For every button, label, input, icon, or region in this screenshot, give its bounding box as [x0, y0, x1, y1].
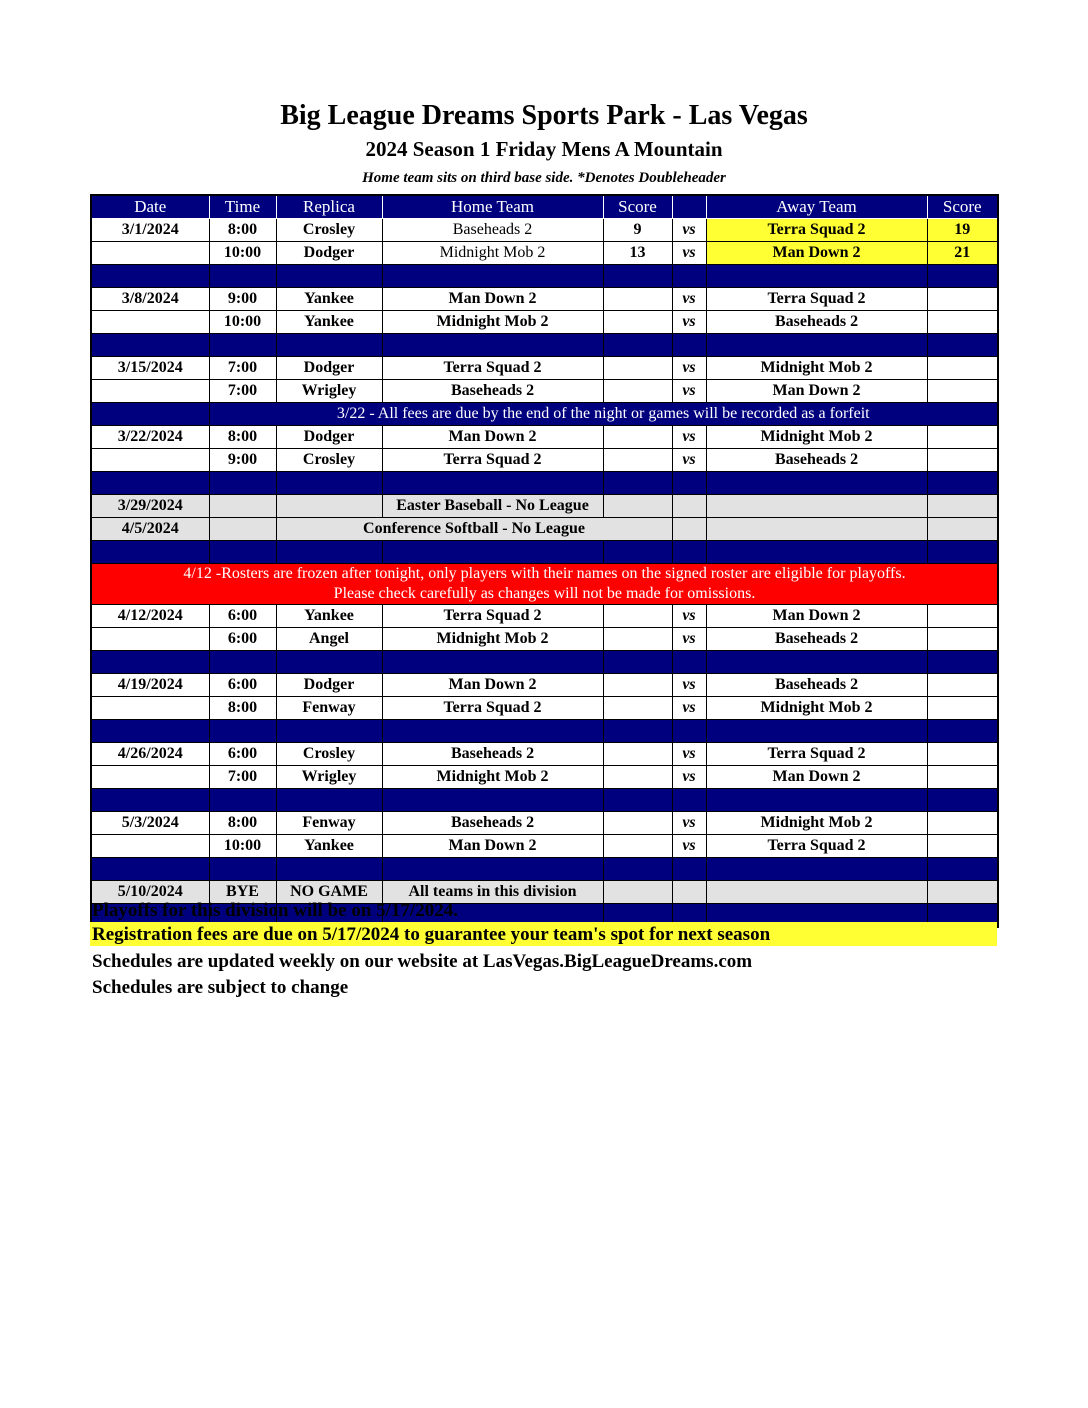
- home-team: Baseheads 2: [382, 380, 603, 403]
- table-row: [91, 858, 998, 881]
- blank-cell: [706, 720, 927, 743]
- blank-cell: [603, 720, 672, 743]
- bye-label: BYE: [209, 881, 276, 904]
- blank-cell: [603, 472, 672, 495]
- table-row: [91, 380, 998, 403]
- table-row: [91, 835, 998, 858]
- blank-cell: [382, 651, 603, 674]
- table-row: [91, 311, 998, 334]
- blank-cell: [91, 265, 209, 288]
- away-team: Man Down 2: [706, 766, 927, 789]
- schedule-table: [90, 194, 999, 928]
- away-score: [927, 835, 998, 858]
- game-date: 4/12/2024: [91, 605, 209, 628]
- home-score: 13: [603, 242, 672, 265]
- home-score: [603, 380, 672, 403]
- game-time: 8:00: [209, 697, 276, 720]
- home-score: [603, 426, 672, 449]
- blank-cell: [603, 651, 672, 674]
- blank-cell: [91, 541, 209, 564]
- home-team: Man Down 2: [382, 288, 603, 311]
- game-time: 8:00: [209, 426, 276, 449]
- game-date: 3/8/2024: [91, 288, 209, 311]
- vs-label: vs: [672, 628, 706, 651]
- blank-cell: [603, 334, 672, 357]
- blank-cell: [603, 858, 672, 881]
- blank-cell: [276, 541, 382, 564]
- away-team: Midnight Mob 2: [706, 812, 927, 835]
- vs-label: vs: [672, 311, 706, 334]
- game-date: 5/10/2024: [91, 881, 209, 904]
- home-team: Midnight Mob 2: [382, 628, 603, 651]
- col-away-team: Away Team: [706, 195, 927, 219]
- blank-cell: [382, 789, 603, 812]
- vs-label: vs: [672, 674, 706, 697]
- vs-label: vs: [672, 743, 706, 766]
- blank-cell: [706, 472, 927, 495]
- home-team: Man Down 2: [382, 426, 603, 449]
- blank-cell: [209, 472, 276, 495]
- table-row: [91, 357, 998, 380]
- blank-cell: [91, 651, 209, 674]
- table-row: [91, 564, 998, 605]
- away-team: Baseheads 2: [706, 449, 927, 472]
- home-team: Terra Squad 2: [382, 449, 603, 472]
- field-name: Fenway: [276, 812, 382, 835]
- blank-cell: [672, 472, 706, 495]
- change-note: Schedules are subject to change: [92, 977, 349, 998]
- table-row: [91, 674, 998, 697]
- home-score: 9: [603, 219, 672, 242]
- blank-cell: [927, 720, 998, 743]
- field-name: Yankee: [276, 311, 382, 334]
- vs-label: vs: [672, 449, 706, 472]
- home-score: [603, 835, 672, 858]
- home-score: [603, 357, 672, 380]
- blank-cell: [209, 334, 276, 357]
- bye-note: All teams in this division: [382, 881, 603, 904]
- away-team: Baseheads 2: [706, 311, 927, 334]
- field-name: Dodger: [276, 426, 382, 449]
- away-score: [927, 743, 998, 766]
- away-team: Man Down 2: [706, 242, 927, 265]
- game-date: [91, 380, 209, 403]
- game-date: [91, 242, 209, 265]
- blank-cell: [706, 265, 927, 288]
- table-header-row: [91, 195, 998, 219]
- home-team: Terra Squad 2: [382, 357, 603, 380]
- blank-cell: [927, 651, 998, 674]
- blank-cell: [672, 651, 706, 674]
- away-team: Baseheads 2: [706, 674, 927, 697]
- col-away-score: Score: [927, 195, 998, 219]
- blank-cell: [706, 334, 927, 357]
- field-name: Yankee: [276, 288, 382, 311]
- game-time: 10:00: [209, 242, 276, 265]
- field-name: Fenway: [276, 697, 382, 720]
- game-date: [91, 628, 209, 651]
- field-name: Dodger: [276, 357, 382, 380]
- away-team: Terra Squad 2: [706, 219, 927, 242]
- field-name: Yankee: [276, 605, 382, 628]
- vs-label: vs: [672, 219, 706, 242]
- blank-cell: [91, 720, 209, 743]
- away-score: [927, 380, 998, 403]
- blank-cell: [672, 541, 706, 564]
- home-team: Baseheads 2: [382, 743, 603, 766]
- vs-label: vs: [672, 357, 706, 380]
- game-date: [91, 835, 209, 858]
- blank-cell: [927, 472, 998, 495]
- game-time: 7:00: [209, 380, 276, 403]
- roster-alert-line1: 4/12 -Rosters are frozen after tonight, only players with their names on the signed roster are eligible for playoffs.: [183, 565, 906, 582]
- empty-cell: [672, 881, 706, 904]
- empty-cell: [706, 881, 927, 904]
- blank-cell: [382, 720, 603, 743]
- vs-label: vs: [672, 697, 706, 720]
- game-time: 6:00: [209, 743, 276, 766]
- table-row: [91, 743, 998, 766]
- away-score: [927, 288, 998, 311]
- away-score: [927, 674, 998, 697]
- field-name: Crosley: [276, 219, 382, 242]
- blank-cell: [91, 334, 209, 357]
- home-score: [603, 697, 672, 720]
- away-team: Midnight Mob 2: [706, 357, 927, 380]
- home-score: [603, 766, 672, 789]
- empty-cell: [276, 495, 382, 518]
- field-name: Crosley: [276, 743, 382, 766]
- blank-cell: [276, 334, 382, 357]
- field-name: Wrigley: [276, 380, 382, 403]
- away-score: [927, 357, 998, 380]
- home-score: [603, 449, 672, 472]
- game-date: 3/1/2024: [91, 219, 209, 242]
- blank-cell: [91, 789, 209, 812]
- table-row: [91, 605, 998, 628]
- table-row: [91, 789, 998, 812]
- table-row: [91, 472, 998, 495]
- empty-cell: [927, 518, 998, 541]
- table-row: [91, 495, 998, 518]
- table-row: [91, 697, 998, 720]
- game-date: [91, 697, 209, 720]
- blank-cell: [706, 858, 927, 881]
- blank-cell: [382, 265, 603, 288]
- game-date: [91, 311, 209, 334]
- game-date: 3/15/2024: [91, 357, 209, 380]
- game-date: 5/3/2024: [91, 812, 209, 835]
- vs-label: vs: [672, 605, 706, 628]
- blank-cell: [91, 403, 209, 426]
- table-row: [91, 812, 998, 835]
- table-row: [91, 720, 998, 743]
- roster-alert: [91, 564, 998, 605]
- home-score: [603, 628, 672, 651]
- field-name: Wrigley: [276, 766, 382, 789]
- blank-cell: [209, 858, 276, 881]
- home-team: Midnight Mob 2: [382, 242, 603, 265]
- col-vs: [672, 195, 706, 219]
- vs-label: vs: [672, 812, 706, 835]
- blank-cell: [382, 334, 603, 357]
- game-date: 3/22/2024: [91, 426, 209, 449]
- home-score: [603, 812, 672, 835]
- blank-cell: [927, 858, 998, 881]
- field-name: Yankee: [276, 835, 382, 858]
- home-team: Baseheads 2: [382, 219, 603, 242]
- table-row: [91, 541, 998, 564]
- vs-label: vs: [672, 380, 706, 403]
- away-team: Man Down 2: [706, 605, 927, 628]
- no-league-note: Easter Baseball - No League: [382, 495, 603, 518]
- empty-cell: [706, 518, 927, 541]
- home-team: Midnight Mob 2: [382, 766, 603, 789]
- blank-cell: [382, 858, 603, 881]
- away-team: Terra Squad 2: [706, 835, 927, 858]
- game-date: 4/5/2024: [91, 518, 209, 541]
- empty-cell: [603, 495, 672, 518]
- home-score: [603, 288, 672, 311]
- blank-cell: [276, 472, 382, 495]
- roster-alert-line2: Please check carefully as changes will not be made for omissions.: [333, 585, 756, 602]
- col-date: Date: [91, 195, 209, 219]
- col-home-team: Home Team: [382, 195, 603, 219]
- vs-label: vs: [672, 242, 706, 265]
- blank-cell: [382, 541, 603, 564]
- home-team: Terra Squad 2: [382, 697, 603, 720]
- blank-cell: [603, 265, 672, 288]
- blank-cell: [603, 541, 672, 564]
- away-score: [927, 311, 998, 334]
- fees-notice: 3/22 - All fees are due by the end of the night or games will be recorded as a forfeit: [209, 403, 998, 426]
- blank-cell: [209, 720, 276, 743]
- away-score: [927, 697, 998, 720]
- blank-cell: [209, 541, 276, 564]
- vs-label: vs: [672, 288, 706, 311]
- home-team: Man Down 2: [382, 835, 603, 858]
- col-time: Time: [209, 195, 276, 219]
- home-score: [603, 311, 672, 334]
- table-row: [91, 518, 998, 541]
- table-row: [91, 449, 998, 472]
- home-team: Midnight Mob 2: [382, 311, 603, 334]
- schedule-note: Home team sits on third base side. *Denotes Doubleheader: [362, 170, 726, 186]
- table-row: [91, 288, 998, 311]
- blank-cell: [927, 789, 998, 812]
- blank-cell: [706, 789, 927, 812]
- away-score: 19: [927, 219, 998, 242]
- away-score: [927, 628, 998, 651]
- page-subtitle: 2024 Season 1 Friday Mens A Mountain: [365, 137, 723, 161]
- game-date: 4/19/2024: [91, 674, 209, 697]
- away-team: Baseheads 2: [706, 628, 927, 651]
- blank-cell: [672, 858, 706, 881]
- game-date: 4/26/2024: [91, 743, 209, 766]
- game-date: [91, 449, 209, 472]
- field-name: Crosley: [276, 449, 382, 472]
- table-row: [91, 403, 998, 426]
- away-team: Midnight Mob 2: [706, 697, 927, 720]
- empty-cell: [209, 495, 276, 518]
- away-team: Man Down 2: [706, 380, 927, 403]
- table-row: [91, 219, 998, 242]
- no-game-label: NO GAME: [276, 881, 382, 904]
- col-home-score: Score: [603, 195, 672, 219]
- table-row: [91, 628, 998, 651]
- game-time: 10:00: [209, 835, 276, 858]
- empty-cell: [927, 881, 998, 904]
- game-time: 10:00: [209, 311, 276, 334]
- blank-cell: [91, 472, 209, 495]
- empty-cell: [603, 881, 672, 904]
- no-league-note: Conference Softball - No League: [276, 518, 672, 541]
- away-score: [927, 766, 998, 789]
- blank-cell: [276, 720, 382, 743]
- vs-label: vs: [672, 766, 706, 789]
- away-team: Midnight Mob 2: [706, 426, 927, 449]
- table-row: [91, 766, 998, 789]
- blank-cell: [276, 651, 382, 674]
- blank-cell: [672, 334, 706, 357]
- blank-cell: [927, 541, 998, 564]
- vs-label: vs: [672, 426, 706, 449]
- blank-cell: [209, 651, 276, 674]
- game-time: 7:00: [209, 357, 276, 380]
- blank-cell: [209, 265, 276, 288]
- game-date: 3/29/2024: [91, 495, 209, 518]
- empty-cell: [672, 495, 706, 518]
- table-row: [91, 242, 998, 265]
- blank-cell: [91, 858, 209, 881]
- game-time: 9:00: [209, 288, 276, 311]
- registration-note: Registration fees are due on 5/17/2024 to guarantee your team's spot for next season: [90, 922, 997, 946]
- home-team: Terra Squad 2: [382, 605, 603, 628]
- blank-cell: [706, 651, 927, 674]
- playoffs-note: Playoffs for this division will be on 5/17/2024.: [92, 900, 458, 921]
- field-name: Dodger: [276, 242, 382, 265]
- game-time: 6:00: [209, 674, 276, 697]
- table-row: [91, 265, 998, 288]
- game-time: 7:00: [209, 766, 276, 789]
- col-replica: Replica: [276, 195, 382, 219]
- game-time: 6:00: [209, 605, 276, 628]
- field-name: Dodger: [276, 674, 382, 697]
- home-score: [603, 605, 672, 628]
- home-score: [603, 743, 672, 766]
- blank-cell: [672, 265, 706, 288]
- blank-cell: [276, 789, 382, 812]
- away-team: Terra Squad 2: [706, 288, 927, 311]
- home-team: Man Down 2: [382, 674, 603, 697]
- blank-cell: [706, 541, 927, 564]
- blank-cell: [927, 265, 998, 288]
- blank-cell: [672, 789, 706, 812]
- game-time: 9:00: [209, 449, 276, 472]
- home-score: [603, 674, 672, 697]
- table-row: [91, 334, 998, 357]
- home-team: Baseheads 2: [382, 812, 603, 835]
- empty-cell: [927, 495, 998, 518]
- away-score: [927, 449, 998, 472]
- away-score: [927, 426, 998, 449]
- vs-label: vs: [672, 835, 706, 858]
- table-row: [91, 651, 998, 674]
- game-date: [91, 766, 209, 789]
- empty-cell: [706, 495, 927, 518]
- table-row: [91, 426, 998, 449]
- away-score: 21: [927, 242, 998, 265]
- website-note: Schedules are updated weekly on our website at LasVegas.BigLeagueDreams.com: [92, 951, 753, 972]
- blank-cell: [382, 472, 603, 495]
- field-name: Angel: [276, 628, 382, 651]
- blank-cell: [927, 334, 998, 357]
- empty-cell: [209, 518, 276, 541]
- blank-cell: [672, 720, 706, 743]
- page-title: Big League Dreams Sports Park - Las Vegas: [280, 100, 808, 131]
- empty-cell: [672, 518, 706, 541]
- blank-cell: [209, 789, 276, 812]
- blank-cell: [276, 858, 382, 881]
- away-team: Terra Squad 2: [706, 743, 927, 766]
- blank-cell: [603, 789, 672, 812]
- game-time: 8:00: [209, 219, 276, 242]
- game-time: 8:00: [209, 812, 276, 835]
- away-score: [927, 812, 998, 835]
- blank-cell: [276, 265, 382, 288]
- game-time: 6:00: [209, 628, 276, 651]
- away-score: [927, 605, 998, 628]
